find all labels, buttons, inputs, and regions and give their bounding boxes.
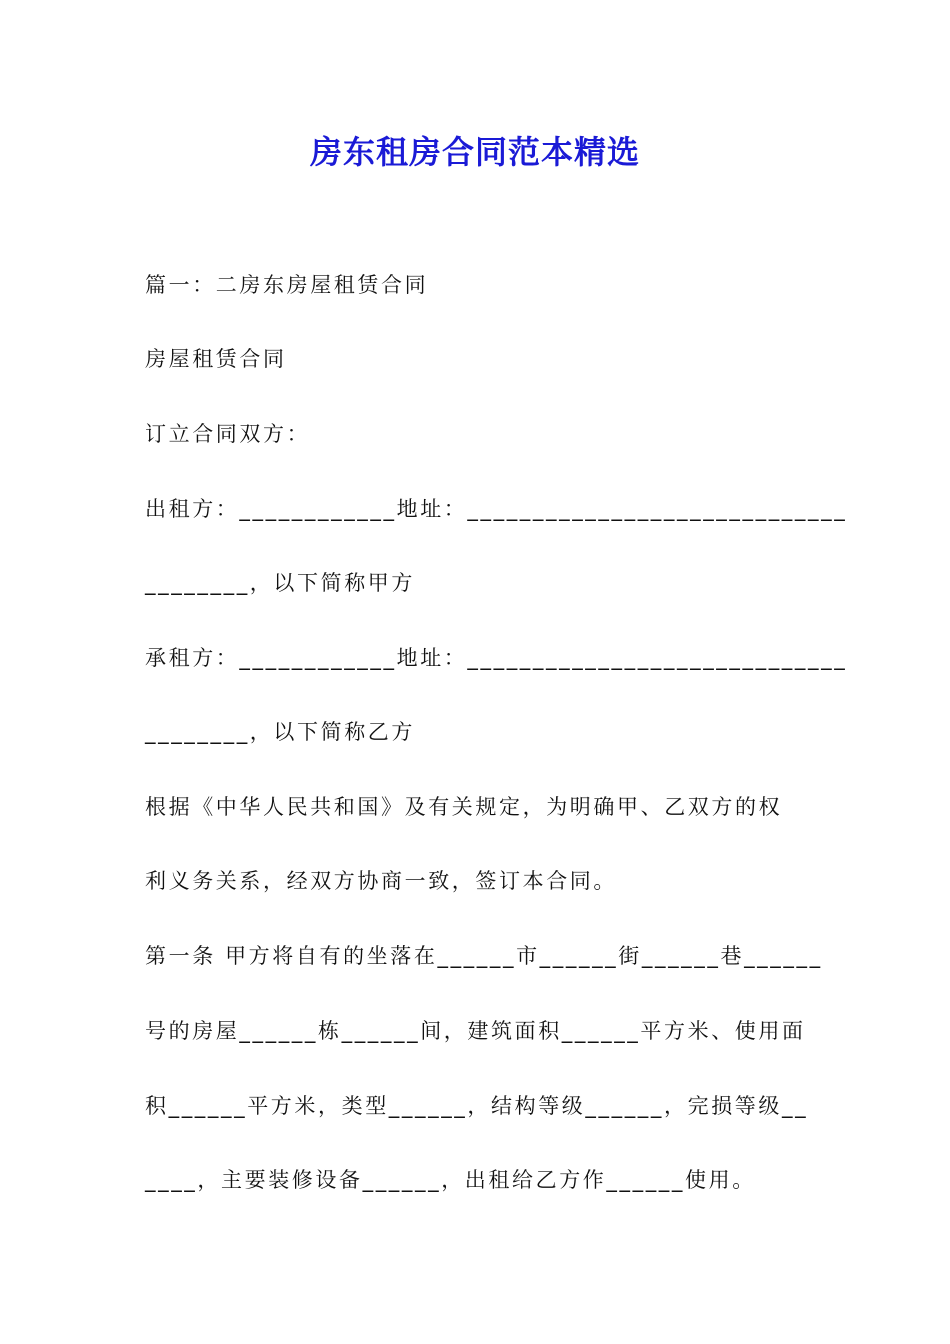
article-one-line: ____，主要装修设备______，出租给乙方作______使用。 <box>145 1168 756 1192</box>
lessee-line-continued: ________，以下简称乙方 <box>145 720 415 744</box>
article-one-line: 第一条 甲方将自有的坐落在______市______街______巷______ <box>145 944 823 968</box>
section-heading: 篇一：二房东房屋租赁合同 <box>145 273 429 297</box>
lessor-line-continued: ________，以下简称甲方 <box>145 571 415 595</box>
contract-name: 房屋租赁合同 <box>145 347 287 371</box>
preamble-paragraph-continued: 利义务关系，经双方协商一致，签订本合同。 <box>145 869 617 893</box>
document-title: 房东租房合同范本精选 <box>309 133 640 171</box>
lessee-line: 承租方：____________地址：_____________________________ <box>145 646 848 670</box>
article-one-line: 积______平方米，类型______，结构等级______，完损等级__ <box>145 1094 809 1118</box>
preamble-paragraph: 根据《中华人民共和国》及有关规定，为明确甲、乙双方的权 <box>145 795 783 819</box>
lessor-line: 出租方：____________地址：_____________________________ <box>145 497 848 521</box>
parties-heading: 订立合同双方： <box>145 422 311 446</box>
article-one-line: 号的房屋______栋______间，建筑面积______平方米、使用面 <box>145 1019 806 1043</box>
